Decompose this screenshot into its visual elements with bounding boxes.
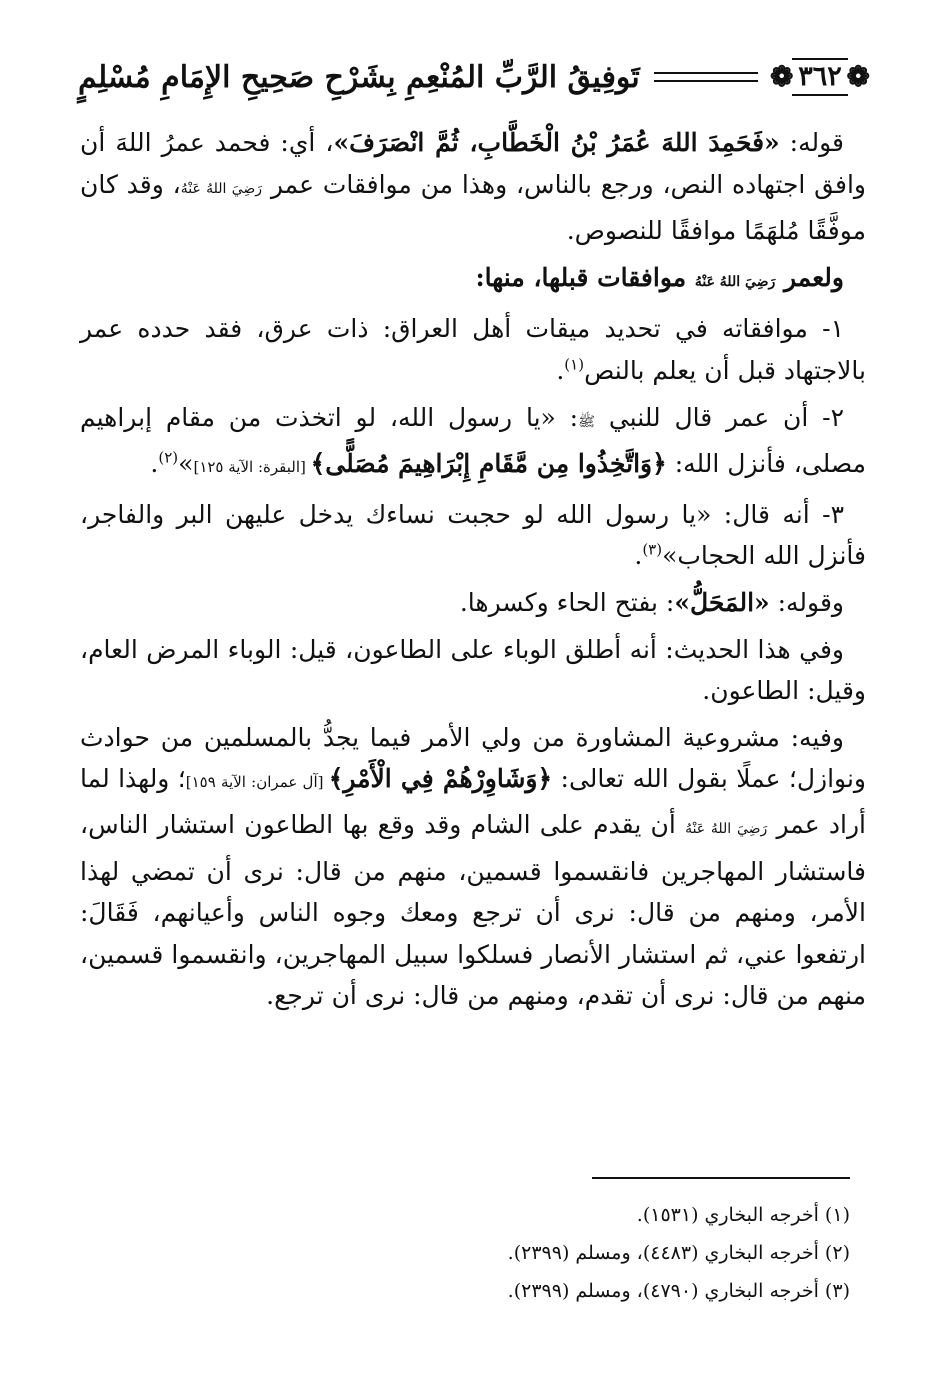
text-run: »	[178, 449, 194, 479]
text-run: ، أي: فحمد عمرُ اللهَ أن وافق اجتهاده النص، ورجع بالناس، وهذا من موافقات عمر	[80, 128, 866, 199]
main-text	[80, 122, 866, 1022]
footnote-separator	[592, 1177, 850, 1179]
footnote-marker: (٢)	[158, 448, 179, 467]
text-run: ٣- أنه قال: «يا رسول الله لو حجبت نساءك يدخل عليهن البر والفاجر، فأنزل الله الحجاب»	[80, 499, 866, 571]
text-run: أن يقدم على الشام وقد وقع بها الطاعون استشار الناس، فاستشار المهاجرين فانقسموا قسمين، منهم من قال: نرى أن تمضي لهذا الأمر، ومنهم من قال: نرى أن ترجع ومعك وجوه الناس وأعيانهم، فَقَالَ: ارتفعوا عني، ثم استشار الأنصار فسلكوا سبيل المهاجرين، وانقسموا قسمين، منهم من قال: نرى أن تقدم، ومنهم من قال: نرى أن ترجع.	[80, 809, 866, 1011]
paragraph-6: وفي هذا الحديث: أنه أطلق الوباء على الطاعون، قيل: الوباء المرض العام، وقيل: الطاعون.	[80, 634, 866, 706]
paragraph-7	[80, 717, 866, 1017]
section-heading	[80, 257, 866, 304]
text-run: ١- موافقاته في تحديد ميقات أهل العراق: ذات عرق، فقد حدده عمر بالاجتهاد قبل أن يعلم بالنص	[80, 314, 866, 385]
hadith-quote: «فَحَمِدَ اللهَ عُمَرُ بْنُ الْخَطَّابِ، ثُمَّ انْصَرَفَ»	[333, 128, 780, 157]
ornament-icon: ❁	[846, 60, 870, 93]
footnote-3: (٣) أخرجه البخاري (٤٧٩٠)، ومسلم (٢٣٩٩).	[507, 1280, 850, 1302]
book-title: تَوفِيقُ الرَّبِّ المُنْعِمِ بِشَرْحِ صَحِيحِ الإِمَامِ مُسْلِمٍ	[78, 59, 640, 95]
header-double-rule	[654, 72, 758, 82]
text-run: .	[556, 355, 565, 385]
quran-verse: ﴿وَاتَّخِذُوا مِن مَّقَامِ إِبْرَاهِيمَ مُصَلًّى﴾	[310, 449, 667, 479]
text-run: .	[150, 449, 159, 479]
ornament-icon: ❁	[770, 60, 794, 93]
paragraph-3	[80, 397, 866, 489]
footnote-1: (١) أخرجه البخاري (١٥٣١).	[636, 1204, 850, 1226]
footnote-marker: (٣)	[642, 541, 663, 560]
page-number: ٣٦٢	[792, 58, 848, 96]
text-run: .	[634, 541, 643, 571]
verse-reference: [البقرة: الآية ١٢٥]	[193, 458, 311, 477]
page-number-frame	[772, 56, 868, 98]
text-run: موافقات قبلها، منها:	[475, 262, 695, 292]
honorific: ﷺ	[578, 413, 595, 430]
text-run: : «يا رسول الله، لو اتخذت من مقام إبراهيم مصلى، فأنزل الله:	[80, 402, 866, 479]
text-run: وقوله:	[769, 587, 844, 617]
text-run: ولعمر	[775, 262, 844, 292]
paragraph-2	[80, 308, 866, 391]
text-run: قوله:	[779, 128, 844, 157]
footnote-marker: (١)	[564, 355, 585, 374]
text-run: : بفتح الحاء وكسرها.	[459, 587, 675, 617]
paragraph-4	[80, 494, 866, 577]
text-run: ٢- أن عمر قال للنبي	[595, 402, 845, 432]
footnotes	[80, 1196, 850, 1310]
footnote-2: (٢) أخرجه البخاري (٤٤٨٣)، ومسلم (٢٣٩٩).	[507, 1242, 850, 1264]
honorific: رَضِيَ اللهُ عَنْهُ	[180, 180, 263, 197]
page-header	[78, 50, 868, 104]
honorific: رَضِيَ اللهُ عَنْهُ	[685, 820, 768, 837]
text-run: ، وقد كان موفَّقًا مُلهَمًا موافقًا للنصوص.	[80, 169, 866, 246]
quran-verse: ﴿وَشَاوِرْهُمْ فِي الْأَمْرِ﴾	[328, 764, 553, 794]
hadith-word: «المَحَلُّ»	[674, 587, 770, 617]
verse-reference: [آل عمران: الآية ١٥٩]	[185, 773, 329, 792]
text-run: وفيه: مشروعية المشاورة من ولي الأمر فيما يجدُّ بالمسلمين من حوادث ونوازل؛ عملًا بقول الله تعالى:	[80, 722, 866, 794]
paragraph-1	[80, 122, 866, 252]
text-run: ؛ ولهذا لما أراد عمر	[80, 764, 867, 839]
paragraph-5	[80, 582, 866, 624]
honorific: رَضِيَ اللهُ عَنْهُ	[694, 273, 776, 290]
